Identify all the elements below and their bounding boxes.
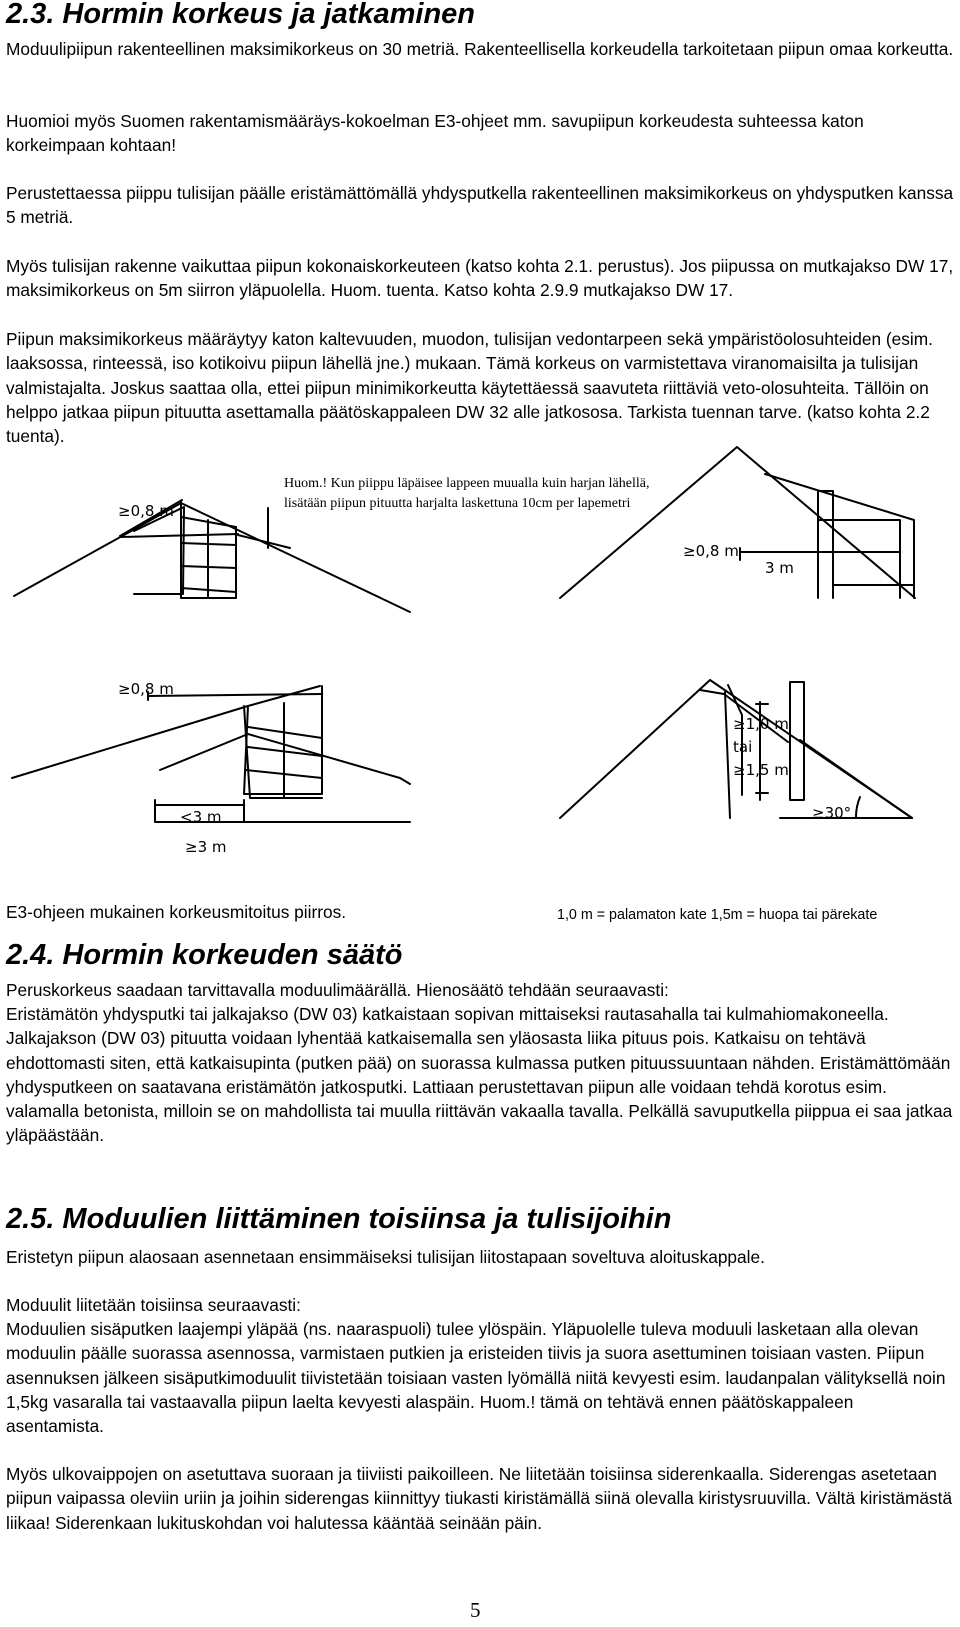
- chimney-outline: [818, 491, 833, 598]
- dimension-line: [740, 548, 900, 560]
- chimney-outline: [181, 517, 236, 598]
- paragraph: Peruskorkeus saadaan tarvittavalla moduulimäärällä. Hienosäätö tehdään seuraavasti:: [6, 980, 669, 1000]
- paragraph: Moduulipiipun rakenteellinen maksimikorkeus on 30 metriä. Rakenteellisella korkeudella tarkoitetaan piipun omaa korkeutta.: [6, 39, 954, 59]
- dimension-label: <3 m: [180, 808, 222, 826]
- figure-caption-right: 1,0 m = palamaton kate 1,5m = huopa tai pärekate: [557, 907, 878, 923]
- section-heading-2-4: 2.4. Hormin korkeuden säätö: [6, 939, 403, 971]
- paragraph: Myös ulkovaippojen on asetuttava suoraan ja tiiviisti paikoilleen. Ne liitetään toisiinsa siderenkaalla. Siderengas asetetaan piipun vaipassa oleviin uriin ja joihin siderengas kiinnittyy tiukasti kiristämällä siinä olevalla kiristysruuvilla. Vältä kiristämästä liikaa! Siderenkaan lukituskohdan voi halutessa kääntää seinään päin.: [6, 1464, 953, 1533]
- paragraph: Huomioi myös Suomen rakentamismääräys-kokoelman E3-ohjeet mm. savupiipun korkeudesta suhteessa katon korkeimpaan kohtaan!: [6, 111, 864, 156]
- paragraph: Piipun maksimikorkeus määräytyy katon kaltevuuden, muodon, tulisijan vedontarpeen sekä ympäristöolosuhteiden (esim. laaksossa, rinteessä, iso kotikoivu piipun lähellä jne.) mukaan. Tämä korkeus on varmistettava viranomaisilta ja tulisijan valmistajalta. Joskus saattaa olla, ettei piipun minimikorkeutta käytettäessä saavuteta riittäviä veto-olosuhteita. Tällöin on helppo jatkaa piipun pituutta asettamalla päätöskappaleen DW 32 alle jatkososa. Tarkista tuennan tarve. (katso kohta 2.2 tuenta).: [6, 329, 933, 447]
- roof-line: [14, 503, 410, 612]
- dimension-label: ≥0,8 m: [118, 680, 174, 698]
- dimension-label: tai: [733, 738, 753, 756]
- paragraph: Moduulit liitetään toisiinsa seuraavasti:: [6, 1295, 301, 1315]
- paragraph: Eristetyn piipun alaosaan asennetaan ensimmäiseksi tulisijan liitostapaan soveltuva aloituskappale.: [6, 1247, 765, 1267]
- extension-line: [238, 508, 290, 548]
- roof-line: [12, 686, 320, 778]
- dimension-label: ≥1,0 m: [733, 715, 789, 733]
- paragraph: Myös tulisijan rakenne vaikuttaa piipun kokonaiskorkeuteen (katso kohta 2.1. perustus). Jos piipussa on mutkajakso DW 17, maksimikorkeus on 5m siirron yläpuolella. Huom. tuenta. Katso kohta 2.9.9 mutkajakso DW 17.: [6, 256, 954, 301]
- section-heading-2-5: 2.5. Moduulien liittäminen toisiinsa ja tulisijoihin: [6, 1203, 672, 1235]
- section-heading-2-3: 2.3. Hormin korkeus ja jatkaminen: [6, 0, 476, 30]
- paragraph: Moduulien sisäputken laajempi yläpää (ns. naaraspuoli) tulee ylöspäin. Yläpuolelle tuleva moduuli lasketaan alla olevan moduulin päälle suorassa asennossa, varmistaen putkien ja eristeiden tiivis ja suora asettuminen toisiaan vasten. Piipun asennuksen jälkeen sisäputkimoduulit tiivistetään toisiaan vasten lyömällä niitä kevyesti esim. laudanpalan välityksellä noin 1,5kg vasaralla tai vastaavalla piipun laelta kevyesti alaspäin. Huom.! tämä on tehtävä ennen päätöskappaleen asentamista.: [6, 1319, 946, 1437]
- dimension-label: ≥3 m: [185, 838, 227, 856]
- chimney-outline: [818, 520, 900, 598]
- dimension-label: ≥30°: [812, 804, 852, 822]
- chimney-outline: [246, 703, 322, 798]
- roof-line: [134, 507, 184, 594]
- dimension-label: ≥0,8 m: [118, 502, 174, 520]
- note-line: lisätään piipun pituutta harjalta laskettuna 10cm per lapemetri: [284, 496, 631, 511]
- figure-caption: E3-ohjeen mukainen korkeusmitoitus piirros.: [6, 902, 347, 922]
- dimension-label: ≥1,5 m: [733, 761, 789, 779]
- page-number: 5: [470, 1598, 481, 1622]
- paragraph: Eristämätön yhdysputki tai jalkajakso (DW 03) katkaistaan sopivan mittaiseksi rautasahalla tai kulmahiomakoneella. Jalkajakson (DW 03) pituutta voidaan lyhentää katkaisemalla sen yläosasta liika pituus pois. Katkaisu on tehtävä ehdottomasti siten, että katkaisupinta (putken pää) on suorassa kulmassa putken pituussuuntaan nähden. Eristämättömään yhdysputkeen on saatavana eristämätön jatkosputki. Lattiaan perustettavan piipun alle voidaan tehdä korotus esim. valamalla betonista, milloin se on mahdollista tai muulla riittävän vakaalla tavalla. Pelkällä savuputkella piippua ei saa jatkaa yläpäästään.: [6, 1004, 953, 1146]
- roof-line: [560, 447, 915, 598]
- note-line: Huom.! Kun piippu läpäisee lappeen muualla kuin harjan lähellä,: [284, 476, 650, 491]
- dimension-label: 3 m: [765, 559, 794, 577]
- dimension-label: ≥0,8 m: [683, 542, 739, 560]
- paragraph: Perustettaessa piippu tulisijan päälle eristämättömällä yhdysputkella rakenteellinen maksimikorkeus on yhdysputken kanssa 5 metriä.: [6, 183, 954, 228]
